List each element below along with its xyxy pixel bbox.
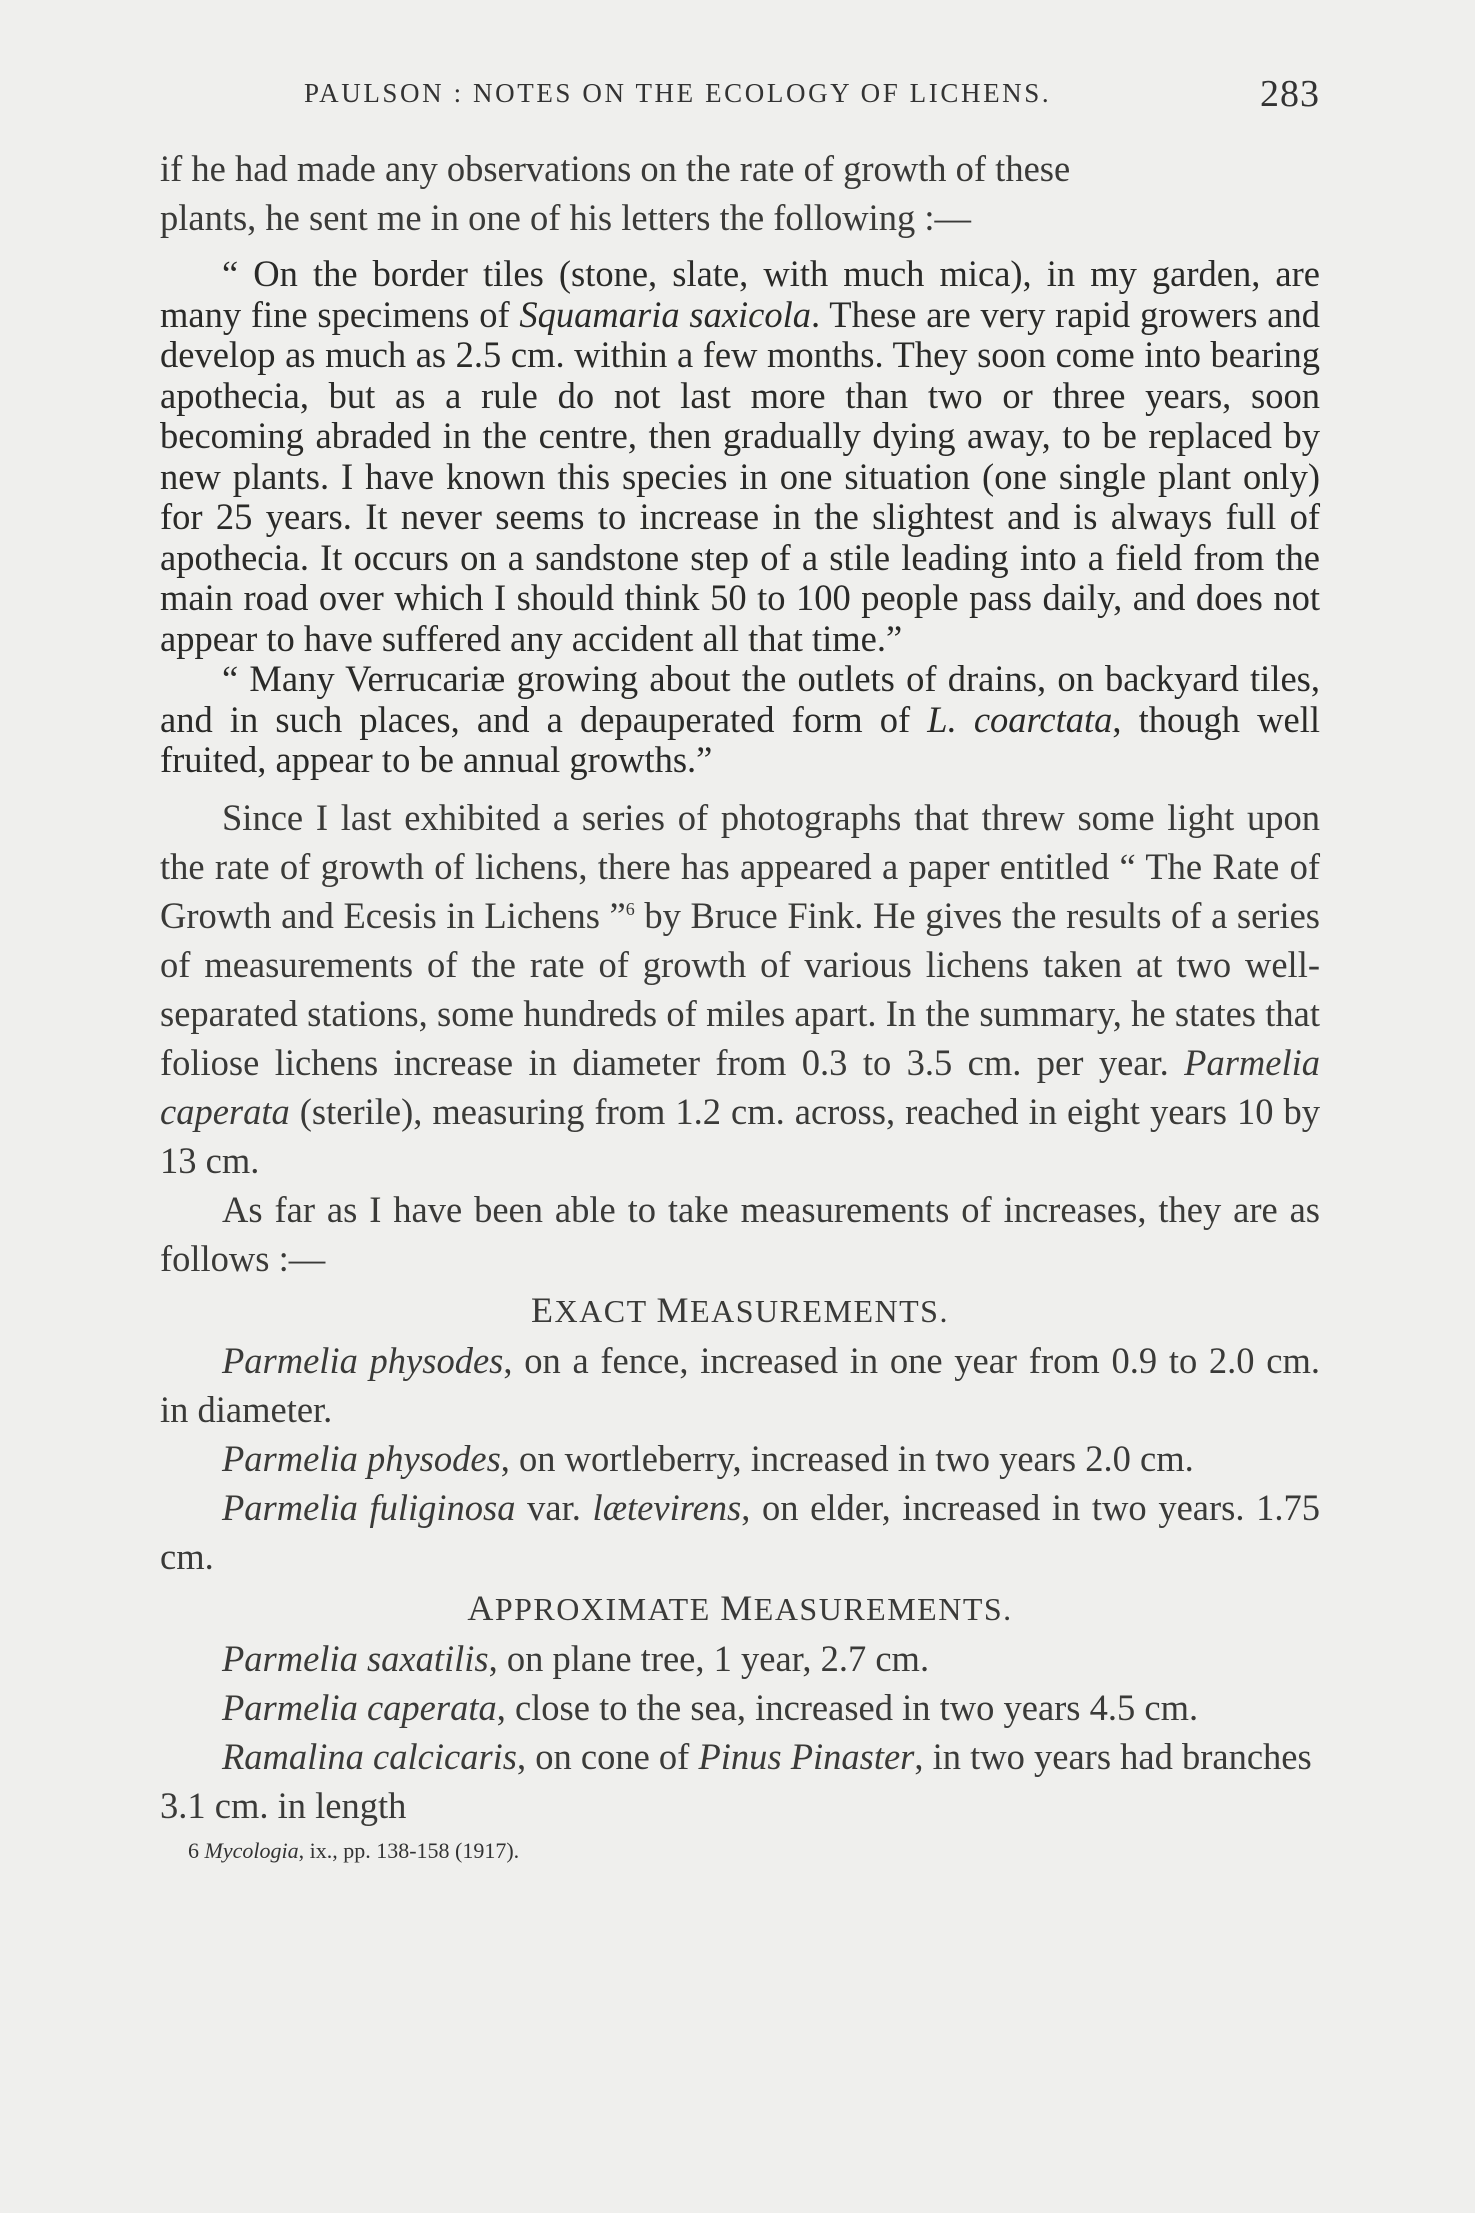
entry-text: , on plane tree, 1 year, 2.7 cm. [488, 1637, 930, 1679]
entry-species: Parmelia saxatilis [222, 1637, 489, 1679]
quote-paragraph-1 [160, 254, 1320, 659]
quote-2-text-b: , though well fruited, appear to be annual growths.” [160, 698, 1321, 780]
entry-species: Parmelia caperata [222, 1686, 497, 1728]
heading-approx-cap-1: A [467, 1587, 495, 1628]
entry-text: , on a fence, increased in one year from 0.9 to 2.0 cm. in diameter. [160, 1339, 1320, 1430]
quote-1-text-b: . These are very rapid growers and develop as much as 2.5 cm. within a few months. They soon come into bearing apothecia, but as a rule do not last more than two or three years, soon becoming abraded in the centre, then gradually dying away, to be replaced by new plants. I have known this species in one situation (one single plant only) for 25 years. It never seems to increase in the slightest and is always full of apothecia. It occurs on a sandstone step of a stile leading into a field from the main road over which I should think 50 to 100 people pass daily, and does not appear to have suffered any accident all that time.” [160, 293, 1320, 659]
quote-1-text-a: “ On the border tiles (stone, slate, with much mica), in my garden, are many fine specimens of [160, 253, 1320, 335]
heading-exact-measurements [160, 1285, 1320, 1336]
quote-paragraph-2 [160, 659, 1320, 781]
entry-text: , in two years had branches 3.1 cm. in length [160, 1735, 1312, 1826]
entry-mid: , on cone of [517, 1735, 699, 1777]
intro-line-1: if he had made any observations on the rate of growth of these [160, 148, 1071, 189]
entry-mid: var. [515, 1486, 593, 1528]
exact-entry-2 [160, 1434, 1320, 1483]
page-number: 283 [1260, 73, 1320, 115]
quote-2-text-a: “ Many Verrucariæ growing about the outlets of drains, on backyard tiles, and in such places, and a depauperated form of [160, 658, 1320, 740]
exact-entry-1 [160, 1336, 1320, 1434]
approx-entry-3 [160, 1732, 1320, 1830]
heading-exact-rest-1: XACT [554, 1292, 657, 1329]
heading-exact-rest-2: EASUREMENTS. [690, 1292, 949, 1329]
entry-species: Ramalina calcicaris [222, 1735, 517, 1777]
entry-species: Parmelia physodes [222, 1339, 504, 1381]
heading-exact-cap-1: E [531, 1289, 555, 1330]
intro-line-2: plants, he sent me in one of his letters the following :— [160, 197, 971, 238]
quote-2-species: L. coarctata [927, 698, 1113, 740]
entry-host: Pinus Pinaster [698, 1735, 915, 1777]
footnote [188, 1836, 1320, 1866]
exact-entry-3 [160, 1483, 1320, 1581]
footnote-number: 6 [188, 1837, 199, 1863]
approx-entry-1 [160, 1634, 1320, 1683]
para-1-species: Parmelia caperata [160, 1041, 1320, 1132]
quoted-letter [160, 254, 1320, 781]
running-head [160, 72, 1320, 122]
entry-variety: lætevirens [592, 1486, 742, 1528]
paragraph-fink [160, 793, 1320, 1185]
body-text [160, 144, 1320, 1866]
heading-approx-cap-2: M [720, 1587, 754, 1628]
heading-approx-rest-1: PPROXIMATE [494, 1590, 721, 1627]
entry-species: Parmelia fuliginosa [222, 1486, 516, 1528]
entry-text: , on wortleberry, increased in two years 2.0 cm. [500, 1437, 1194, 1479]
quote-1-species: Squamaria saxicola [519, 293, 812, 335]
para-1-text-c: (sterile), measuring from 1.2 cm. across, reached in eight years 10 by 13 cm. [160, 1090, 1320, 1181]
running-title: PAULSON : NOTES ON THE ECOLOGY OF LICHENS. [304, 78, 1052, 108]
approx-entry-2 [160, 1683, 1320, 1732]
footnote-reference: 6 [625, 898, 635, 919]
heading-approx-rest-2: EASUREMENTS. [753, 1590, 1013, 1627]
footnote-journal: Mycologia [204, 1837, 299, 1863]
heading-exact-cap-2: M [656, 1289, 691, 1330]
entry-species: Parmelia physodes [222, 1437, 501, 1479]
footnote-text: , ix., pp. 138-158 (1917). [298, 1837, 520, 1863]
entry-text: , close to the sea, increased in two years 4.5 cm. [496, 1686, 1199, 1728]
paragraph-measurements-intro: As far as I have been able to take measurements of increases, they are as follows :— [160, 1188, 1320, 1279]
para-1-text-a: Since I last exhibited a series of photographs that threw some light upon the rate of growth of lichens, there has appeared a paper entitled “ The Rate of Growth and Ecesis in Lichens ” [160, 796, 1320, 936]
heading-approximate-measurements [160, 1583, 1320, 1634]
entry-text: , on elder, increased in two years. 1.75 cm. [160, 1486, 1320, 1577]
para-1-text-b: by Bruce Fink. He gives the results of a series of measurements of the rate of growth of various lichens taken at two well-separated stations, some hundreds of miles apart. In the summary, he states that foliose lichens increase in diameter from 0.3 to 3.5 cm. per year. [160, 894, 1321, 1083]
